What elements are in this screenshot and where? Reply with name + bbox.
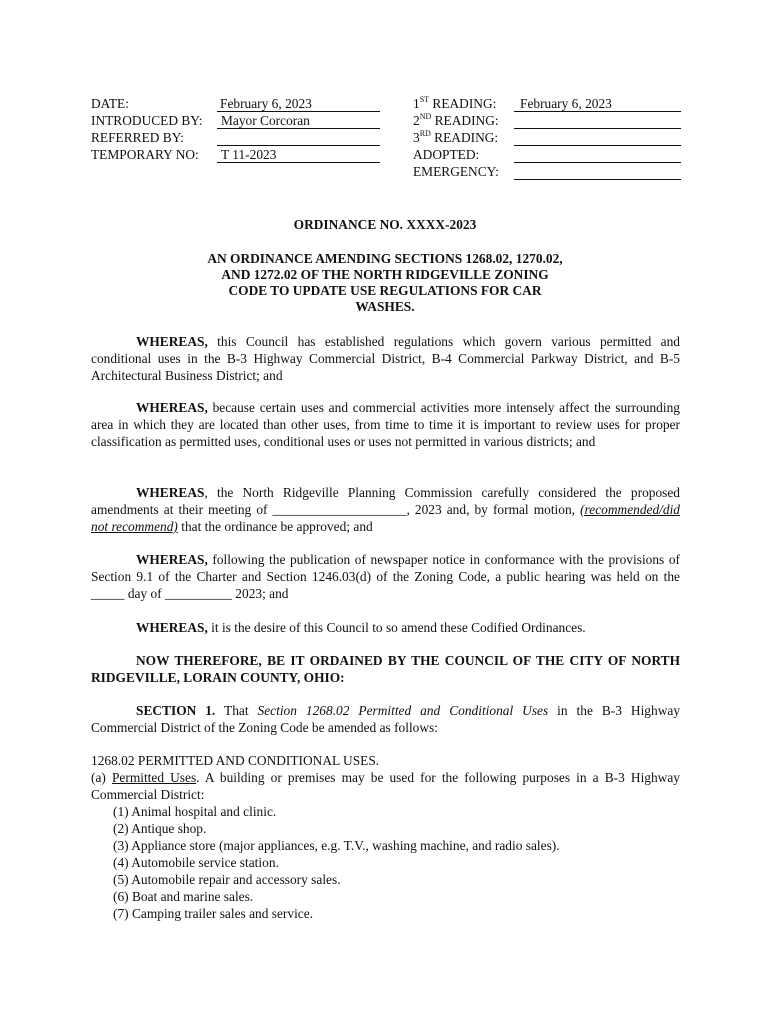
referred-value (217, 129, 380, 146)
date-value: February 6, 2023 (217, 95, 380, 112)
temporary-label: TEMPORARY NO: (91, 147, 199, 162)
reading3-label: 3RD READING: (413, 128, 499, 145)
list-item: (6) Boat and marine sales. (113, 889, 254, 904)
emergency-row (413, 163, 681, 180)
whereas-lead: WHEREAS (136, 485, 205, 500)
adopted-label: ADOPTED: (413, 147, 480, 162)
introduced-row (91, 112, 381, 129)
referred-row (91, 129, 381, 146)
permitted-uses-paragraph: (a) Permitted Uses. A building or premises may be used for the following purposes in a B-3 Highway Commercial District: (91, 770, 680, 802)
list-item: (5) Automobile repair and accessory sales. (113, 872, 341, 887)
emergency-label: EMERGENCY: (413, 164, 499, 179)
whereas-paragraph-4: WHEREAS, following the publication of newspaper notice in conformance with the provisions of Section 9.1 of the Charter and Section 1246.03(d) of the Zoning Code, a public hearing was held on the _____ day of __________ 2023; and (91, 552, 680, 601)
reading2-label: 2ND READING: (413, 111, 499, 128)
whereas-lead: WHEREAS, (136, 552, 208, 567)
whereas-lead: WHEREAS, (136, 620, 208, 635)
code-heading: 1268.02 PERMITTED AND CONDITIONAL USES. (91, 753, 380, 768)
whereas-paragraph-3: WHEREAS, the North Ridgeville Planning Commission carefully considered the proposed amendments at their meeting of ____________________, 2023 and, by formal motion, (recommended/did not recommend) that the ordinance be approved; and (91, 485, 680, 534)
title-line: AND 1272.02 OF THE NORTH RIDGEVILLE ZONING (221, 267, 549, 282)
permitted-uses-term: Permitted Uses (111, 770, 197, 785)
section-reference: Section 1268.02 Permitted and Conditional Uses (257, 703, 549, 718)
emergency-value (514, 163, 681, 180)
list-item: (4) Automobile service station. (113, 855, 279, 870)
reading1-row (413, 95, 681, 112)
temporary-value: T 11-2023 (217, 146, 380, 163)
adopted-row (413, 146, 681, 163)
reading2-value (514, 112, 681, 129)
introduced-label: INTRODUCED BY: (91, 113, 203, 128)
list-item: (7) Camping trailer sales and service. (113, 906, 314, 921)
list-item: (3) Appliance store (major appliances, e.g. T.V., washing machine, and radio sales). (113, 838, 560, 853)
reading3-value (514, 129, 681, 146)
whereas-paragraph-5: WHEREAS, it is the desire of this Council to so amend these Codified Ordinances. (136, 620, 586, 635)
reading1-value: February 6, 2023 (514, 95, 681, 112)
section-lead: SECTION 1. (136, 703, 216, 718)
recommendation-choice: (recommended/did not recommend) (91, 502, 680, 534)
whereas-lead: WHEREAS, (136, 334, 208, 349)
ordinance-number: ORDINANCE NO. XXXX-2023 (293, 217, 477, 232)
date-label: DATE: (91, 96, 129, 111)
reading2-row (413, 112, 681, 129)
referred-label: REFERRED BY: (91, 130, 184, 145)
list-item: (2) Antique shop. (113, 821, 207, 836)
list-item: (1) Animal hospital and clinic. (113, 804, 277, 819)
whereas-paragraph-1: WHEREAS, this Council has established regulations which govern various permitted and conditional uses in the B-3 Highway Commercial District, B-4 Commercial Parkway District, and B-5 Architectural Business District; and (91, 334, 680, 383)
title-line: WASHES. (355, 299, 415, 314)
adopted-value (514, 146, 681, 163)
title-line: CODE TO UPDATE USE REGULATIONS FOR CAR (228, 283, 542, 298)
reading1-label: 1ST READING: (413, 94, 497, 111)
section-1-paragraph: SECTION 1. That Section 1268.02 Permitted and Conditional Uses in the B-3 Highway Commercial District of the Zoning Code be amended as follows: (91, 703, 681, 735)
whereas-paragraph-2: WHEREAS, because certain uses and commercial activities more intensely affect the surrounding area in which they are located than other uses, from time to time it is important to review uses for proper classification as permitted uses, conditional uses or uses not permitted in various districts; and (91, 400, 680, 449)
date-row (91, 95, 381, 112)
whereas-lead: WHEREAS, (136, 400, 208, 415)
title-line: AN ORDINANCE AMENDING SECTIONS 1268.02, 1270.02, (207, 251, 563, 266)
reading3-row (413, 129, 681, 146)
now-therefore-clause: NOW THEREFORE, BE IT ORDAINED BY THE COUNCIL OF THE CITY OF NORTH RIDGEVILLE, LORAIN COUNTY, OHIO: (91, 653, 680, 685)
introduced-value: Mayor Corcoran (217, 112, 380, 129)
temporary-row (91, 146, 381, 163)
